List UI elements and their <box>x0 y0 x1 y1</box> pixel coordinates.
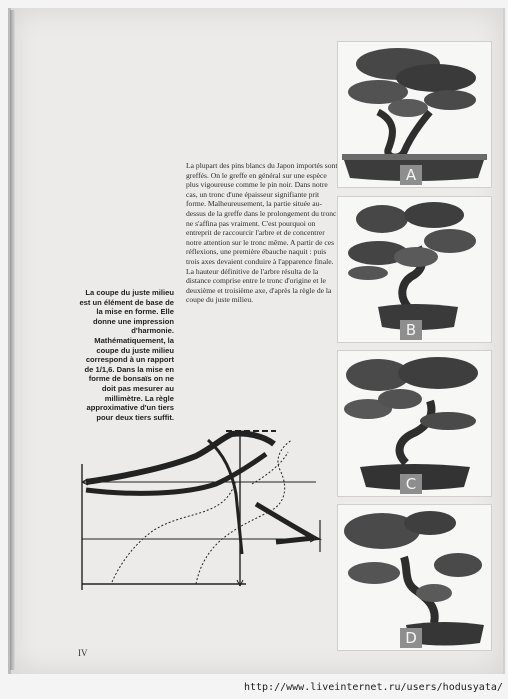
bonsai-photo-a <box>337 41 492 188</box>
photo-a-label: A <box>400 165 422 185</box>
right-brush-stroke <box>256 504 314 542</box>
bonsai-photo-d <box>337 504 492 651</box>
page-number: IV <box>78 648 88 658</box>
bonsai-photo-b <box>337 196 492 343</box>
photo-c-label: C <box>400 474 422 494</box>
photo-b-label: B <box>400 320 422 340</box>
photo-d-label: D <box>400 628 422 648</box>
page-gutter-edge <box>10 10 15 670</box>
source-url-watermark: http://www.liveinternet.ru/users/hodusyata/ <box>244 682 503 693</box>
body-text: La plupart des pins blancs du Japon importés sont greffés. On le greffe en général sur une espèce plus vigoureuse comme le pin noir. Dans notre cas, un tronc d'une épaisseur signifiante prit forme. Malheureusement, la partie située au-dessus de la greffe dans le prolongement du tronc ne s'affina pas vraiment. C'est pourquoi on entreprit de raccourcir l'arbre et de concentrer notre attention sur le tronc même. A partir de ces réflexions, une première ébauche naquit : puis trois axes devaient conduire à l'apparence finale. La hauteur définitive de l'arbre résulta de la distance comprise entre le tronc d'origine et le deuxième et troisième axe, d'après la règle de la coupe du juste milieu. <box>186 161 338 305</box>
upper-brush-stroke <box>86 433 274 482</box>
bonsai-photo-c <box>337 350 492 497</box>
golden-ratio-sketch-diagram <box>76 424 326 594</box>
trunk-outline-right <box>196 440 292 584</box>
branch-outline <box>252 452 288 484</box>
golden-ratio-caption: La coupe du juste milieu est un élément de base de la mise en forme. Elle donne une impression d'harmonie. Mathématiquement, la coupe du juste milieu correspond à un rapport de 1/1,6. Dans la mise en forme de bonsaïs on ne doit pas mesurer au millimètre. La règle approximative d'un tiers pour deux tiers suffit. <box>79 288 174 422</box>
